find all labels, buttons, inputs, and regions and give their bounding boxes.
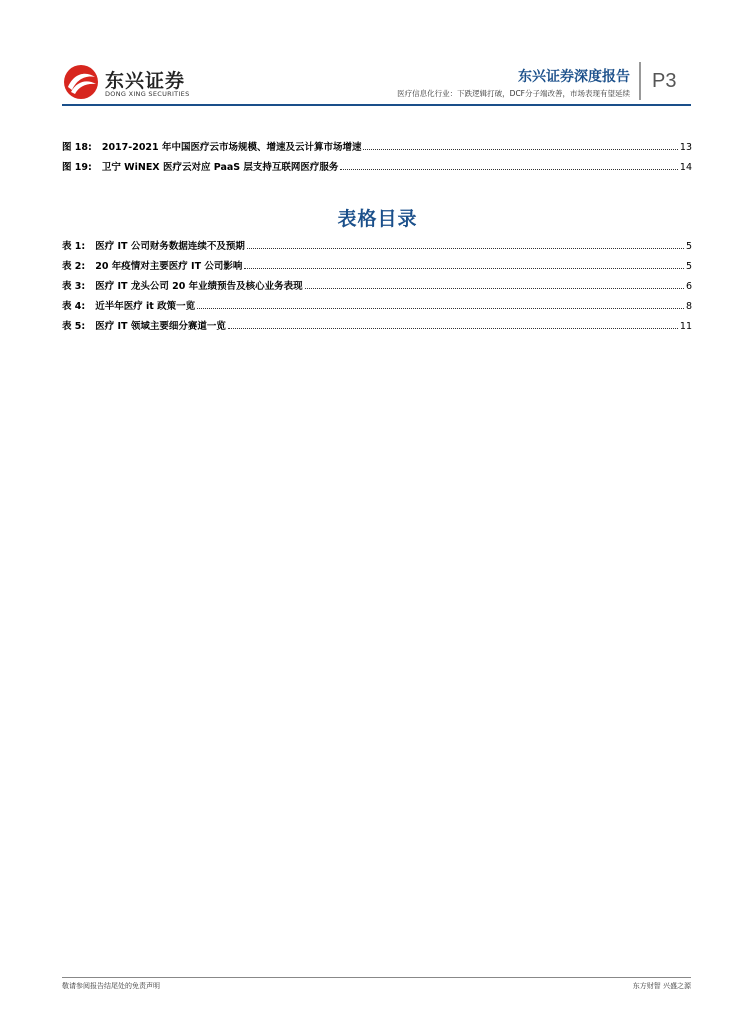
toc-entry-page: 6: [685, 281, 692, 292]
logo-text-cn: 东兴证券: [105, 70, 186, 92]
toc-entry-title: 2017-2021 年中国医疗云市场规模、增速及云计算市场增速: [101, 142, 362, 153]
page-header: [0, 0, 755, 110]
toc-table-entry[interactable]: [62, 298, 692, 312]
toc-table-entry[interactable]: [62, 278, 692, 292]
page-number: P3: [652, 70, 677, 92]
toc-table-entry[interactable]: [62, 238, 692, 252]
toc-entry-title: 近半年医疗 it 政策一览: [95, 301, 196, 312]
toc-entry-page: 13: [679, 142, 692, 153]
toc-entry-title: 医疗 IT 领域主要细分赛道一览: [95, 321, 226, 332]
toc-figure-entry[interactable]: [62, 139, 692, 153]
toc-dot-leader: [305, 287, 684, 289]
header-rule: [62, 104, 691, 106]
toc-dot-leader: [363, 148, 677, 150]
toc-entry-title: 医疗 IT 龙头公司 20 年业绩预告及核心业务表现: [95, 281, 303, 292]
report-subtitle: 医疗信息化行业：下跌逻辑打破，DCF分子端改善，市场表现有望延续: [397, 89, 630, 98]
company-logo: [62, 63, 190, 103]
toc-entry-label: 表 3:: [62, 281, 86, 292]
footer-disclaimer: 敬请参阅报告结尾处的免责声明: [62, 982, 160, 990]
toc-entry-page: 8: [685, 301, 692, 312]
toc-entry-title: 20 年疫情对主要医疗 IT 公司影响: [95, 261, 243, 272]
footer-slogan: 东方财智 兴盛之源: [632, 982, 691, 990]
toc-entry-title: 卫宁 WiNEX 医疗云对应 PaaS 层支持互联网医疗服务: [101, 162, 339, 173]
toc-entry-page: 11: [679, 321, 692, 332]
toc-entry-label: 表 4:: [62, 301, 86, 312]
toc-table-entry[interactable]: [62, 258, 692, 272]
toc-dot-leader: [244, 267, 684, 269]
toc-entry-page: 5: [685, 241, 692, 252]
toc-entry-label: 表 5:: [62, 321, 86, 332]
toc-entry-label: 表 2:: [62, 261, 86, 272]
toc-dot-leader: [340, 168, 677, 170]
toc-entry-title: 医疗 IT 公司财务数据连续不及预期: [95, 241, 245, 252]
header-divider: [639, 62, 641, 100]
logo-text-en: DONG XING SECURITIES: [105, 90, 190, 98]
toc-entry-page: 5: [685, 261, 692, 272]
toc-table-entry[interactable]: [62, 318, 692, 332]
toc-dot-leader: [197, 307, 684, 309]
toc-dot-leader: [247, 247, 684, 249]
footer-rule: [62, 977, 691, 978]
toc-dot-leader: [228, 327, 678, 329]
toc-entry-label: 图 18:: [62, 142, 92, 153]
toc-entry-label: 表 1:: [62, 241, 86, 252]
toc-figure-entry[interactable]: [62, 159, 692, 173]
toc-entry-label: 图 19:: [62, 162, 92, 173]
toc-entry-page: 14: [679, 162, 692, 173]
report-title: 东兴证券深度报告: [518, 69, 630, 85]
logo-mark-icon: [62, 63, 100, 101]
tables-toc-heading: 表格目录: [337, 208, 418, 230]
